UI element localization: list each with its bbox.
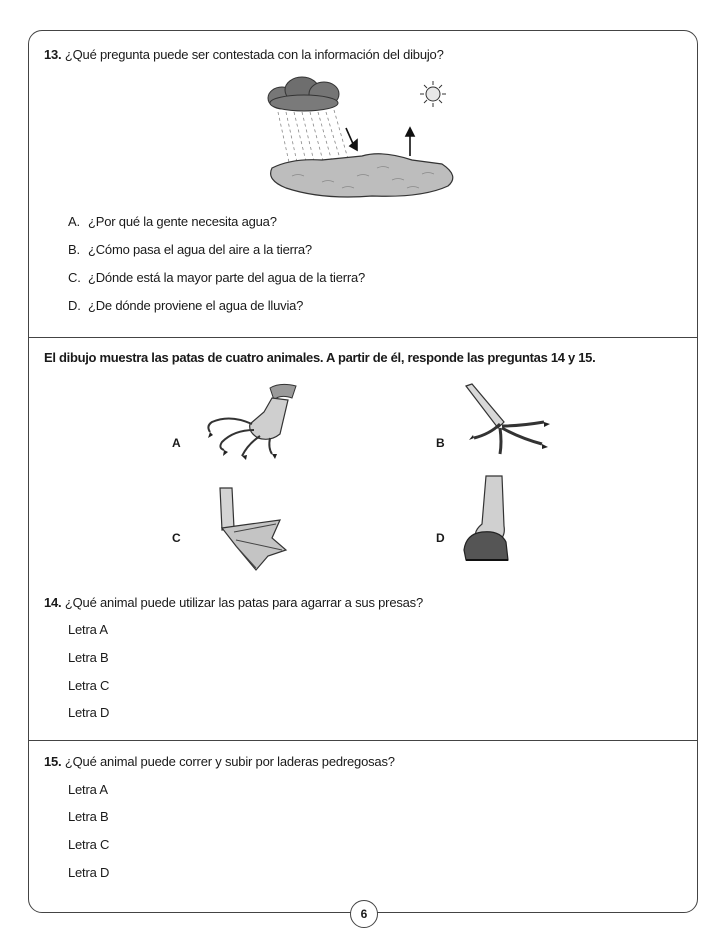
option-text: ¿Por qué la gente necesita agua? (88, 214, 277, 229)
question-text: ¿Qué animal puede utilizar las patas para agarrar a sus presas? (64, 595, 424, 610)
section-divider (28, 740, 698, 741)
question-number: 14. (44, 595, 62, 610)
option-letter: A. (68, 214, 80, 229)
question-number: 15. (44, 754, 62, 769)
question-13 (44, 47, 444, 62)
q14-option-c[interactable]: Letra C (68, 678, 110, 693)
section-divider (28, 337, 698, 338)
horse-hoof-icon (456, 472, 526, 567)
eagle-talon-icon (200, 380, 310, 460)
q15-option-d[interactable]: Letra D (68, 865, 110, 880)
water-cycle-illustration (262, 76, 462, 206)
cloud-icon (268, 77, 339, 111)
option-letter: C. (68, 270, 81, 285)
question-text: ¿Qué animal puede correr y subir por laderas pedregosas? (64, 754, 395, 769)
option-text: ¿Dónde está la mayor parte del agua de la tierra? (88, 270, 366, 285)
foot-label-b: B (436, 436, 445, 450)
question-number: 13. (44, 47, 62, 62)
foot-label-d: D (436, 531, 445, 545)
duck-webbed-foot-icon (206, 484, 296, 574)
q14-option-d[interactable]: Letra D (68, 705, 110, 720)
q15-option-c[interactable]: Letra C (68, 837, 110, 852)
bird-foot-icon (460, 382, 560, 462)
question-text: ¿Qué pregunta puede ser contestada con la información del dibujo? (64, 47, 444, 62)
foot-label-a: A (172, 436, 181, 450)
q14-option-b[interactable]: Letra B (68, 650, 109, 665)
sun-icon (420, 81, 446, 107)
q15-option-b[interactable]: Letra B (68, 809, 109, 824)
puddle-icon (271, 154, 453, 197)
section-intro: El dibujo muestra las patas de cuatro animales. A partir de él, responde las preguntas 14 y 15. (44, 350, 596, 365)
q13-option-d[interactable] (68, 298, 303, 313)
q13-option-b[interactable] (68, 242, 312, 257)
q15-option-a[interactable]: Letra A (68, 782, 108, 797)
arrow-down-icon (346, 128, 357, 150)
q13-option-a[interactable] (68, 214, 277, 229)
option-letter: B. (68, 242, 80, 257)
question-15 (44, 754, 395, 769)
arrow-up-icon (406, 128, 414, 156)
foot-label-c: C (172, 531, 181, 545)
option-letter: D. (68, 298, 81, 313)
option-text: ¿Cómo pasa el agua del aire a la tierra? (88, 242, 312, 257)
q13-option-c[interactable] (68, 270, 365, 285)
q14-option-a[interactable]: Letra A (68, 622, 108, 637)
question-14 (44, 595, 423, 610)
page-number: 6 (350, 900, 378, 928)
option-text: ¿De dónde proviene el agua de lluvia? (88, 298, 304, 313)
